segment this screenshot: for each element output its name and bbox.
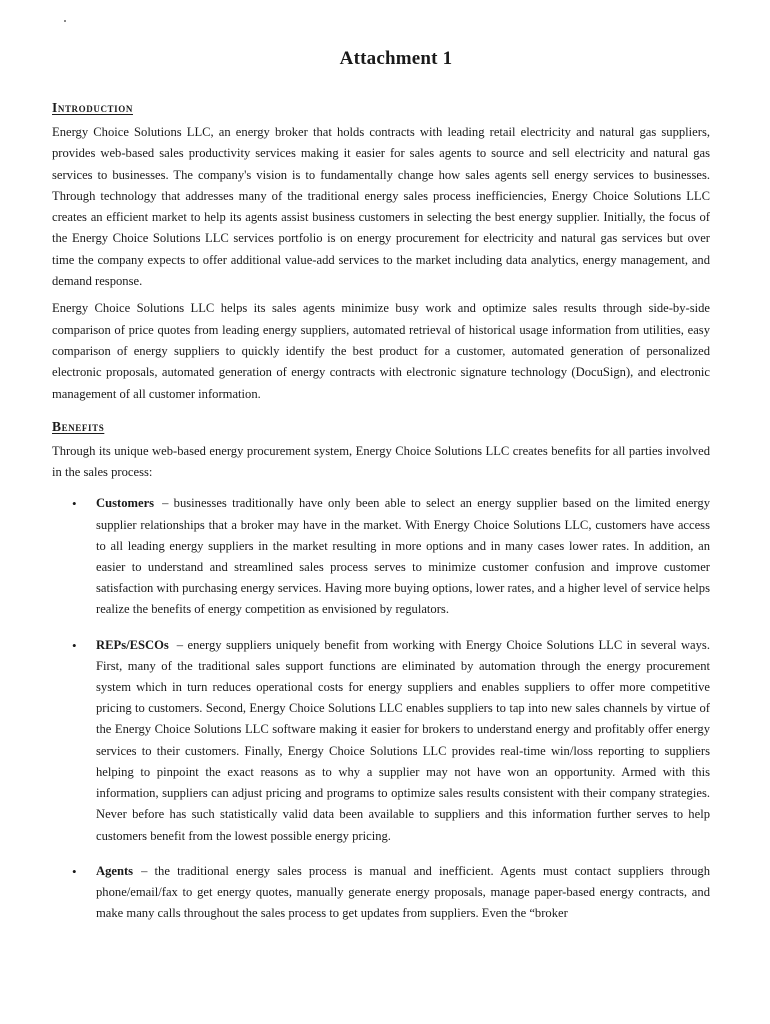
bullet-text: – energy suppliers uniquely benefit from working with Energy Choice Solutions LLC in several ways. First, many of the traditional sales support functions are eliminated by automation through the energy procurement system which in turn reduces operational costs for energy suppliers and enables suppliers to offer more competitive pricing to customers. Second, Energy Choice Solutions LLC enables suppliers to tap into new sales channels by virtue of the Energy Choice Solutions LLC software making it easier for brokers to understand energy and profitably offer energy services to their customers. Finally, Energy Choice Solutions LLC provides real-time win/loss reporting to suppliers helping to pinpoint the exact reasons as to why a supplier may not have won an opportunity. Armed with this information, suppliers can adjust pricing and programs to optimize sales results consistent with their company strategies. Never before has such statistically valid data been available to suppliers and this information further serves to help customers benefit from the lowest possible energy pricing. [96,637,710,843]
bullet-icon: • [72,637,77,653]
introduction-paragraph-2: Energy Choice Solutions LLC helps its sales agents minimize busy work and optimize sales results through side-by-side comparison of price quotes from leading energy suppliers, automated retrieval of historical usage information from utilities, easy comparison of energy suppliers to quickly identify the best product for a customer, automated generation of personalized electronic proposals, automated generation of energy contracts with electronic signature technology (DocuSign), and electronic management of all customer information. [52,301,710,401]
bullet-term: Customers [96,496,155,511]
benefits-heading: Benefits [52,418,105,434]
list-item-agents [52,861,710,925]
introduction-paragraph-1: Energy Choice Solutions LLC, an energy broker that holds contracts with leading retail electricity and natural gas suppliers, provides web-based sales productivity services making it easier for sales agents to source and sell electricity and natural gas services to businesses. The company's vision is to fundamentally change how sales agents sell energy services to businesses. Through technology that addresses many of the traditional energy sales process inefficiencies, Energy Choice Solutions LLC creates an efficient market to help its agents assist business customers in selecting the best energy supplier. Initially, the focus of the Energy Choice Solutions LLC services portfolio is on energy procurement for electricity and natural gas services but over time the company expects to offer additional value-add services to the market including data analytics, energy management, and demand response. [52,125,710,289]
bullet-term: Agents [96,863,134,878]
benefits-intro: Through its unique web-based energy procurement system, Energy Choice Solutions LLC creates benefits for all parties involved in the sales process: [52,443,710,480]
bullet-text: – the traditional energy sales process is manual and inefficient. Agents must contact suppliers through phone/email/fax to get energy quotes, manually generate energy proposals, manage paper-based energy contracts, and make many calls throughout the sales process to get updates from suppliers. Even the “broker [96,863,710,921]
introduction-heading: Introduction [52,100,133,115]
list-item-customers [52,493,710,620]
scan-speck [64,20,66,22]
bullet-text: – businesses traditionally have only been able to select an energy supplier based on the limited energy supplier relationships that a broker may have in the market. With Energy Choice Solutions LLC, customers have access to all leading energy suppliers in the market resulting in more options and in many cases lower rates. In addition, an easier to understand and streamlined sales process serves to minimize customer confusion and improve customer satisfaction with purchasing energy services. Having more buying options, lower rates, and a higher level of service helps realize the benefits of energy competition as envisioned by regulators. [96,496,710,617]
bullet-icon: • [72,863,77,879]
bullet-icon: • [72,496,77,512]
bullet-term: REPs/ESCOs [96,637,169,652]
list-item-reps-escos [52,635,710,847]
page-title: Attachment 1 [339,48,453,69]
benefits-list [52,493,710,924]
